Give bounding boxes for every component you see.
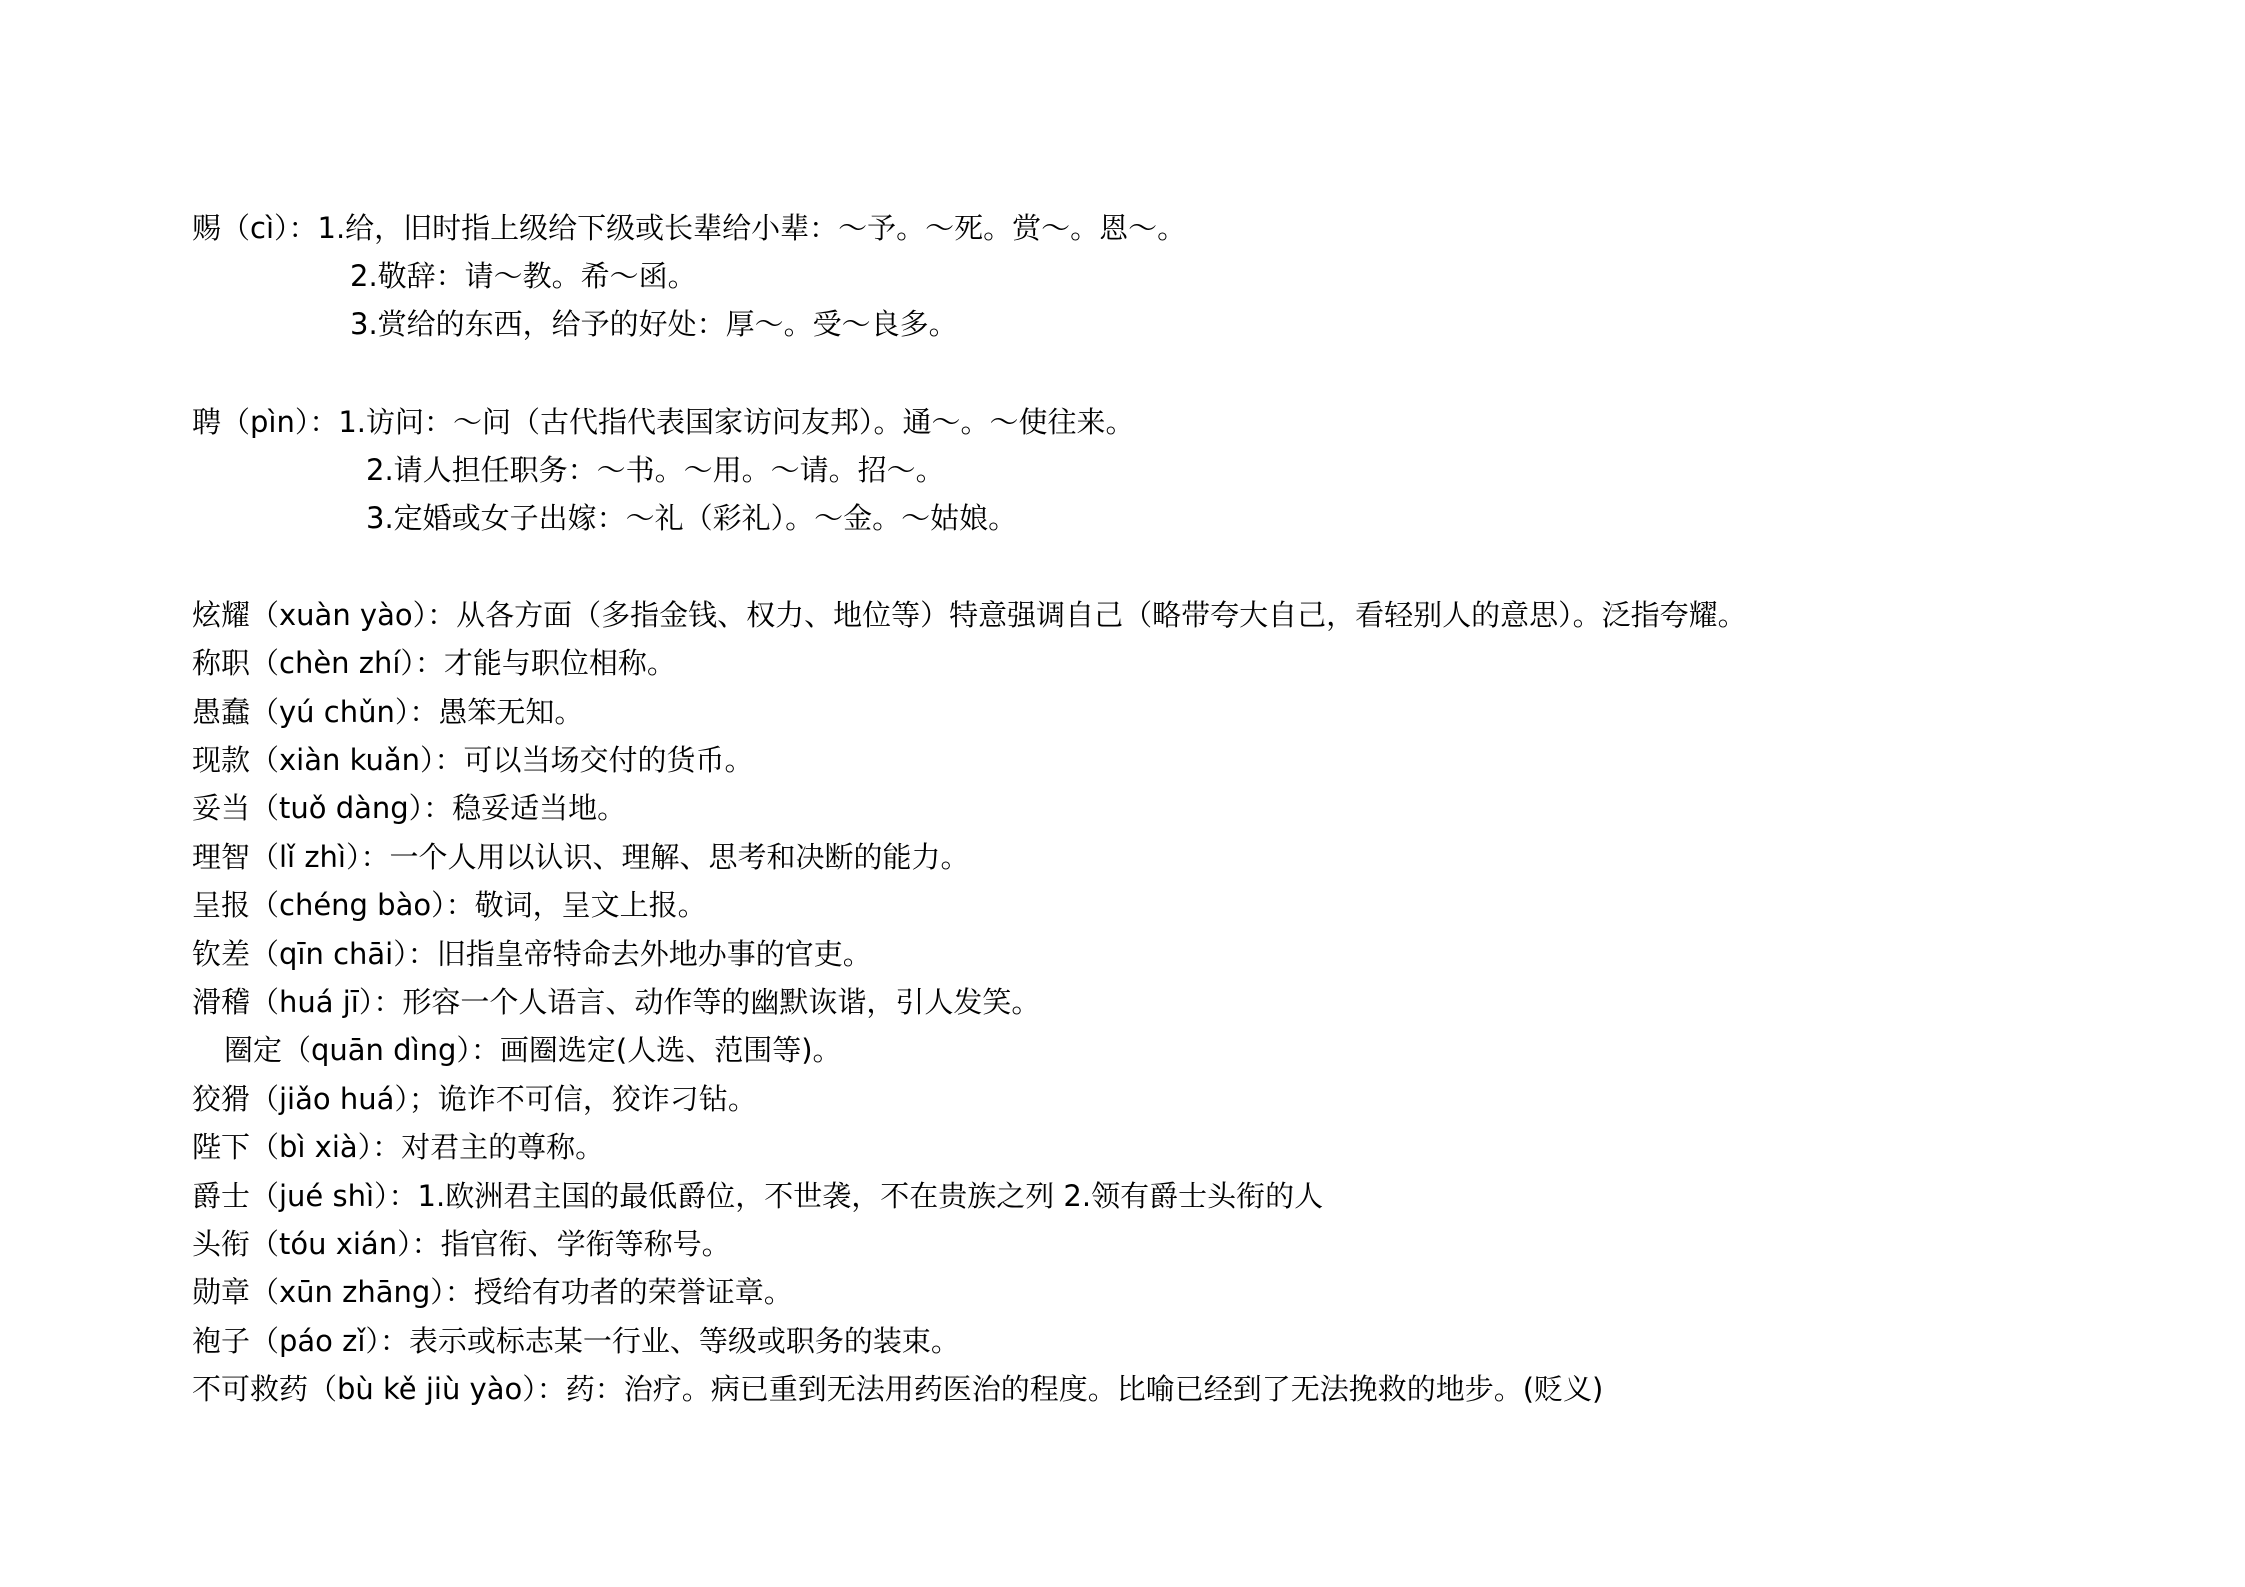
entry-xunzhang: 勋章（xūn zhāng）：授给有功者的荣誉证章。: [192, 1275, 793, 1309]
entry-huaji: 滑稽（huá jī）：形容一个人语言、动作等的幽默诙谐，引人发笑。: [192, 985, 1041, 1019]
entry-paozi: 袍子（páo zǐ）：表示或标志某一行业、等级或职务的装束。: [192, 1324, 960, 1358]
entry-jueshi: 爵士（jué shì）：1.欧洲君主国的最低爵位，不世袭，不在贵族之列 2.领有爵士头衔的人: [192, 1179, 1324, 1213]
entry-bixia: 陛下（bì xià）：对君主的尊称。: [192, 1130, 605, 1164]
entry-ci-sense-1: 赐（cì）：1.给，旧时指上级给下级或长辈给小辈：～予。～死。赏～。恩～。: [192, 211, 1187, 245]
entry-ci-sense-3: 3.赏给的东西，给予的好处：厚～。受～良多。: [350, 307, 958, 341]
entry-chengbao: 呈报（chéng bào）：敬词，呈文上报。: [192, 888, 707, 922]
entry-pin-sense-2: 2.请人担任职务：～书。～用。～请。招～。: [366, 453, 945, 487]
entry-xuanyao: 炫耀（xuàn yào）：从各方面（多指金钱、权力、地位等）特意强调自己（略带夸大自己，看轻别人的意思）。泛指夸耀。: [192, 598, 1747, 632]
entry-qinchai: 钦差（qīn chāi）：旧指皇帝特命去外地办事的官吏。: [192, 937, 872, 971]
entry-xiankuan: 现款（xiàn kuǎn）：可以当场交付的货币。: [192, 743, 754, 777]
entry-pin-sense-1: 聘（pìn）：1.访问：～问（古代指代表国家访问友邦）。通～。～使往来。: [192, 405, 1135, 439]
entry-bukejiuyao: 不可救药（bù kě jiù yào）：药：治疗。病已重到无法用药医治的程度。比喻已经到了无法挽救的地步。(贬义): [192, 1372, 1604, 1406]
entry-lizhi: 理智（lǐ zhì）：一个人用以认识、理解、思考和决断的能力。: [192, 840, 970, 874]
entry-pin-sense-3: 3.定婚或女子出嫁：～礼（彩礼）。～金。～姑娘。: [366, 501, 1018, 535]
entry-jiaohua: 狡猾（jiǎo huá）；诡诈不可信，狡诈刁钻。: [192, 1082, 757, 1116]
entry-quanding: 圈定（quān dìng）：画圈选定(人选、范围等)。: [224, 1033, 842, 1067]
entry-chenzhi: 称职（chèn zhí）：才能与职位相称。: [192, 646, 676, 680]
entry-tuodang: 妥当（tuǒ dàng）：稳妥适当地。: [192, 791, 627, 825]
entry-yuchun: 愚蠢（yú chǔn）：愚笨无知。: [192, 695, 584, 729]
entry-ci-sense-2: 2.敬辞：请～教。希～函。: [350, 259, 697, 293]
entry-touxian: 头衔（tóu xián）：指官衔、学衔等称号。: [192, 1227, 731, 1261]
